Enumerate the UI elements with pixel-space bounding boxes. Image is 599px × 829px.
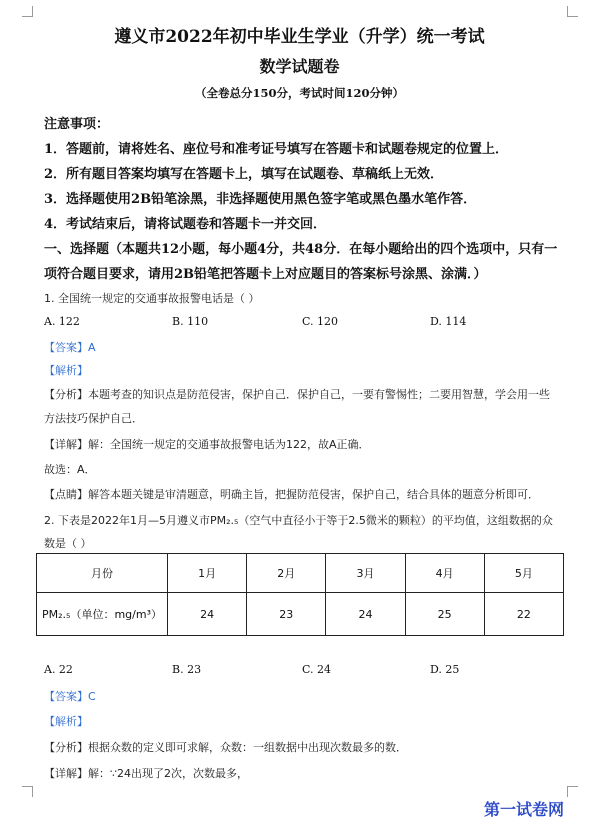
q2-option-d: D. 25	[430, 663, 460, 676]
q2-xiangjie: 【详解】解：∵24出现了2次，次数最多，	[44, 767, 248, 780]
score-note: （全卷总分150分，考试时间120分钟）	[194, 86, 404, 100]
table-cell: 24	[168, 593, 247, 636]
note-item: 4．考试结束后，请将试题卷和答题卡一并交回．	[44, 217, 327, 232]
exam-subtitle: 数学试题卷	[259, 57, 340, 76]
table-row-label: PM₂.₅（单位：mg/m³）	[37, 593, 168, 636]
notes-heading: 注意事项：	[44, 117, 110, 132]
q2-stem-line2: 数是（ ）	[44, 537, 92, 550]
q1-analysis-label: 【解析】	[44, 364, 88, 377]
q1-fenxi-line1: 【分析】本题考查的知识点是防范侵害，保护自己．保护自己，一要有警惕性；二要用智慧，学会用一些	[44, 388, 550, 401]
crop-mark-top-left	[22, 6, 33, 17]
note-item: 3．选择题使用2B铅笔涂黑，非选择题使用黑色签字笔或黑色墨水笔作答．	[44, 192, 477, 207]
exam-title: 遵义市2022年初中毕业生学业（升学）统一考试	[114, 27, 485, 47]
q1-option-c: C. 120	[302, 315, 339, 328]
q1-xiangjie: 【详解】解：全国统一规定的交通事故报警电话为122，故A正确．	[44, 438, 370, 451]
table-cell: 22	[484, 593, 563, 636]
q1-option-a: A. 122	[44, 315, 80, 328]
q2-option-a: A. 22	[44, 663, 73, 676]
crop-mark-top-right	[567, 6, 578, 17]
table-header-cell: 1月	[168, 554, 247, 593]
crop-mark-bottom-left	[22, 786, 33, 797]
q2-stem-line1: 2. 下表是2022年1月—5月遵义市PM₂.₅（空气中直径小于等于2.5微米的颗粒）的平均值，这组数据的众	[44, 514, 553, 527]
site-logo: 第一试卷网	[484, 800, 565, 819]
table-cell: 23	[247, 593, 326, 636]
crop-mark-bottom-right	[567, 786, 578, 797]
q1-fenxi-line2: 方法技巧保护自己．	[44, 412, 143, 425]
table-cell: 25	[405, 593, 484, 636]
table-header-cell: 3月	[326, 554, 405, 593]
table-header-cell: 4月	[405, 554, 484, 593]
q1-option-d: D. 114	[430, 315, 467, 328]
note-item: 2．所有题目答案均填写在答题卡上，填写在试题卷、草稿纸上无效．	[44, 167, 444, 182]
q2-fenxi: 【分析】根据众数的定义即可求解，众数：一组数据中出现次数最多的数．	[44, 741, 407, 754]
table-row	[37, 593, 564, 636]
pm25-table	[36, 553, 564, 636]
q1-option-b: B. 110	[172, 315, 209, 328]
table-header-cell: 2月	[247, 554, 326, 593]
q1-answer: 【答案】A	[44, 341, 96, 354]
table-header-cell: 月份	[37, 554, 168, 593]
table-cell: 24	[326, 593, 405, 636]
q2-answer: 【答案】C	[44, 690, 96, 703]
note-item: 1．答题前，请将姓名、座位号和准考证号填写在答题卡和试题卷规定的位置上．	[44, 142, 509, 157]
q2-analysis-label: 【解析】	[44, 715, 88, 728]
q2-option-c: C. 24	[302, 663, 332, 676]
q1-stem: 1. 全国统一规定的交通事故报警电话是（ ）	[44, 292, 260, 305]
table-header-cell: 5月	[484, 554, 563, 593]
table-header-row	[37, 554, 564, 593]
q2-option-b: B. 23	[172, 663, 202, 676]
q1-conclusion: 故选：A．	[44, 463, 96, 476]
section-heading-line1: 一、选择题（本题共12小题，每小题4分，共48分．在每小题给出的四个选项中，只有一	[44, 242, 558, 257]
section-heading-line2: 项符合题目要求，请用2B铅笔把答题卡上对应题目的答案标号涂黑、涂满．）	[44, 267, 487, 282]
q1-dianjing: 【点睛】解答本题关键是审清题意，明确主旨，把握防范侵害，保护自己，结合具体的题意分析即可．	[44, 488, 539, 501]
